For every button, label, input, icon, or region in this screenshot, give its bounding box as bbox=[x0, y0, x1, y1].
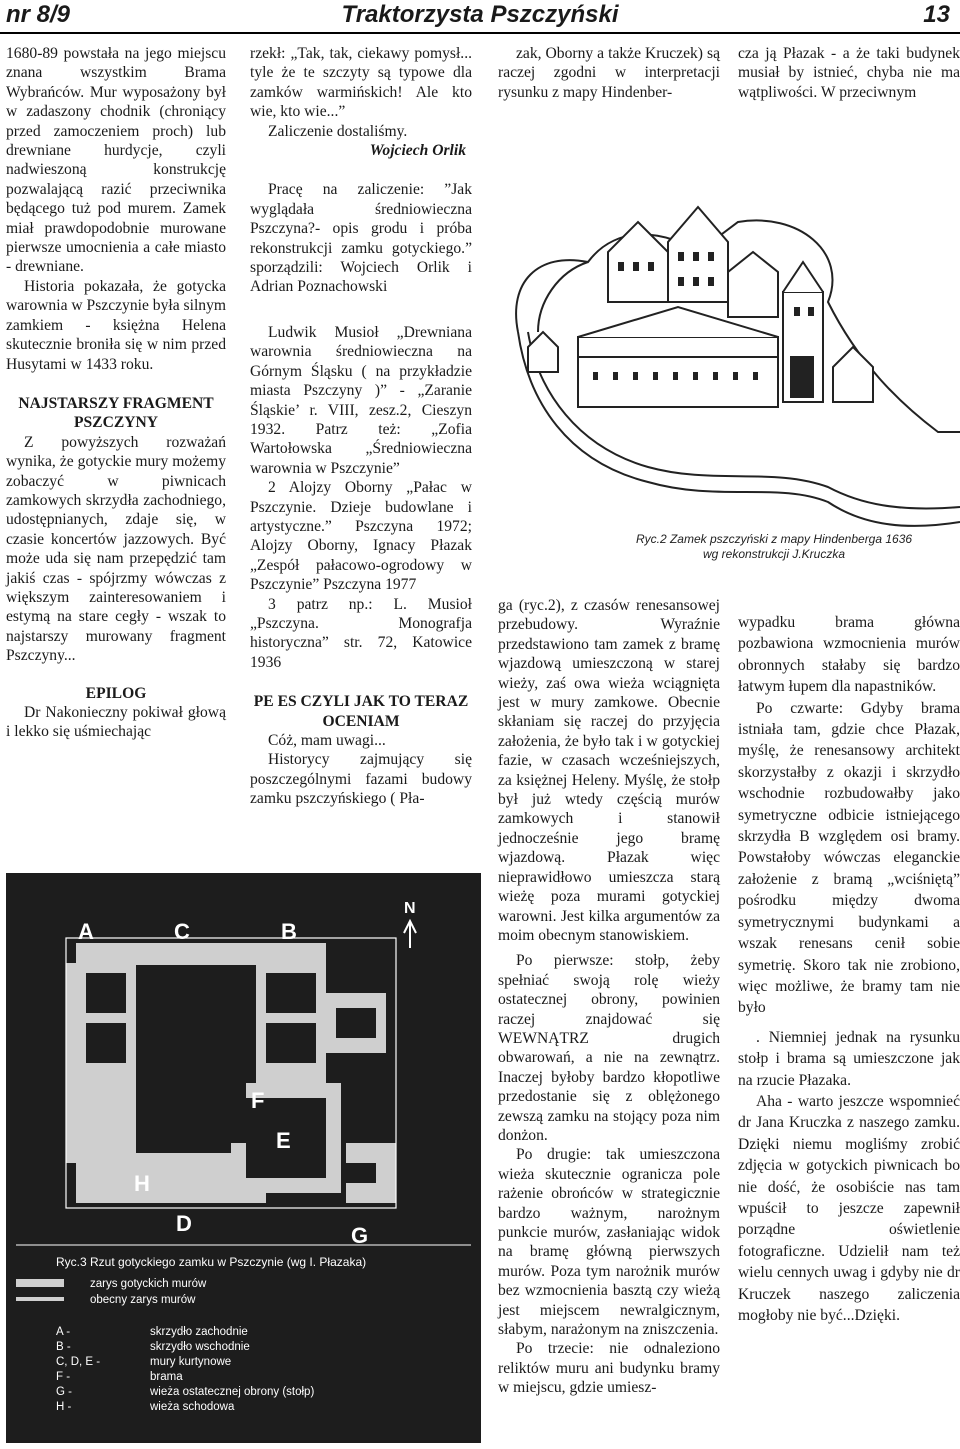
plan-label-a: A bbox=[78, 919, 94, 944]
legend-value: skrzydło wschodnie bbox=[150, 1341, 250, 1353]
plan-label-e: E bbox=[276, 1128, 291, 1153]
column-4 bbox=[738, 612, 960, 1326]
legend-value: mury kurtynowe bbox=[150, 1356, 232, 1368]
figure2-caption-line: wg rekonstrukcji J.Kruczka bbox=[702, 547, 846, 561]
col1-paragraph: Historia pokazała, że gotycka warownia w Pszczynie była silnym zamkiem - księżna Helena skutecznie broniła się w nim przed Husytami w 1433 roku. bbox=[6, 277, 226, 373]
legend-key: G - bbox=[56, 1386, 72, 1398]
column-3-top bbox=[498, 44, 720, 102]
legend-line: obecny zarys murów bbox=[90, 1294, 196, 1306]
col3-paragraph: Po trzecie: nie odnaleziono reliktów muru ani budynku bramy w miejscu, gdzie umiesz- bbox=[498, 1340, 720, 1397]
newspaper-title: Traktorzysta Pszczyński bbox=[341, 1, 619, 28]
plan-label-c: C bbox=[174, 919, 190, 944]
col3-paragraph: zak, Oborny a także Kruczek) są raczej zgodni w interpretacji rysunku z mapy Hindenber- bbox=[498, 45, 720, 101]
legend-key: A - bbox=[56, 1326, 71, 1338]
section-heading: NAJSTARSZY FRAGMENT PSZCZYNY bbox=[18, 394, 214, 432]
page-header bbox=[0, 0, 960, 34]
figure2-caption bbox=[588, 532, 960, 562]
col2-paragraph: Historycy zajmujący się poszczególnymi fazami budowy zamku pszczyńskiego ( Pła- bbox=[250, 751, 472, 808]
author-signature: Wojciech Orlik bbox=[369, 142, 466, 160]
legend-key: F - bbox=[56, 1371, 71, 1383]
figure2-caption-line: Ryc.2 Zamek pszczyński z mapy Hindenberga 1636 bbox=[635, 532, 913, 546]
column-4-top bbox=[738, 44, 960, 102]
col1-paragraph: 1680-89 powstała na jego miejscu znana wszystkim Brama Wybrańców. Mur wyposażony był w zadaszony chodnik (chroniący przed zamoczeniem proch) lub drewniane hurdycje, czyli nadwieszoną konstrukcję pozwalającą razić przeciwnika będącego tuż pod murem. Zamek miał prawdopodobnie murowane pierwsze umocnienia a całe miasto - drewniane. bbox=[6, 45, 226, 276]
col2-paragraph: Zaliczenie dostaliśmy. bbox=[268, 122, 408, 140]
footnote-2: 2 Alojzy Oborny „Pałac w Pszczynie. Dzieje budowlane i artystyczne.” Pszczyna 1972; Alojzy Oborny, Ignacy Płazak „Zespół pałacowo-ogrodowy w Pszczynie” Pszczyna 1977 bbox=[250, 479, 472, 594]
page-number: 13 bbox=[923, 1, 950, 28]
col2-paragraph: rzekł: „Tak, tak, ciekawy pomysł... tyle że te szczyty są typowe dla zamków warmińskich! Ale kto wie, kto wie...” bbox=[250, 45, 472, 121]
plan-label-h: H bbox=[134, 1171, 150, 1196]
footnote-3: 3 patrz np.: L. Musioł „Pszczyna. Monografja historyczna” str. 72, Katowice 1936 bbox=[250, 595, 472, 671]
plan-label-b: B bbox=[281, 919, 297, 944]
col2-paragraph: Cóż, mam uwagi... bbox=[268, 732, 386, 749]
north-label: N bbox=[404, 900, 416, 917]
col4-paragraph: wypadku brama główna pozbawiona wzmocnienia murów obronnych stałaby się bardzo łatwym łupem dla napastników. bbox=[738, 614, 960, 696]
col2-paragraph: Pracę na zaliczenie: ”Jak wyglądała średniowieczna Pszczyna?- opis grodu i próba rekonstrukcji zamku gotyckiego.” sporządzili: Wojciech Orlik i Adrian Poznachowski bbox=[250, 181, 472, 296]
col4-paragraph: Po czwarte: Gdyby brama istniała tam, gdzie chce Płazak, myślę, że renesansowy architekt skorzystałby z okazji i skrzydło wschodnie rozbudowałby jako symetryczne odbicie istniejącego skrzydła B względem osi bramy. Powstałoby wówczas eleganckie założenie z bramą „wciśniętą” pośrodku między dwoma symetrycznymi budynkami a wszak renesans cenił sobie symetrię. Skoro tak nie zrobiono, więc możliwe, że bramy tam nie było bbox=[738, 699, 960, 1017]
legend-line: zarys gotyckich murów bbox=[90, 1278, 207, 1290]
legend-key: C, D, E - bbox=[56, 1356, 101, 1368]
plan-label-d: D bbox=[176, 1211, 192, 1236]
col1-paragraph: Z powyższych rozważań wynika, że gotyckie mury możemy zobaczyć w piwnicach zamkowych skrzydła zachodniego, udostępnianych, zdaje się, w czasie koncertów jazzowych. Być może uda się nam przepędzić tam jakiś czas - spójrzmy wówczas z większym zainteresowaniem i estymą na stare cegły - wszak to najstarszy murowany fragment Pszczyny... bbox=[6, 433, 226, 665]
legend-key: B - bbox=[56, 1341, 71, 1353]
legend-value: wieża ostatecznej obrony (stołp) bbox=[150, 1386, 315, 1398]
plan-label-f: F bbox=[251, 1088, 265, 1113]
col4-paragraph: . Niemniej jednak na rysunku stołp i brama są umieszczone jak na rzucie Płazaka. bbox=[738, 1028, 960, 1089]
legend-value: wieża schodowa bbox=[150, 1401, 235, 1413]
section-heading: PE ES CZYLI JAK TO TERAZ OCENIAM bbox=[253, 693, 469, 730]
legend-value: brama bbox=[150, 1371, 183, 1383]
plan-label-g: G bbox=[351, 1223, 369, 1248]
column-1 bbox=[6, 44, 226, 742]
footnote-1: Ludwik Musioł „Drewniana warownia średniowieczna na Górnym Śląsku ( na przykładzie miasta Pszczyny )” - „Zaranie Śląskie’ r. VIII, zesz.2, Cieszyn 1932. Patrz też: „Zofia Wartołowska „Średniowieczna warownia w Pszczynie” bbox=[250, 323, 472, 477]
legend-key: H - bbox=[56, 1401, 72, 1413]
castle-drawing-figure bbox=[498, 102, 960, 582]
col4-paragraph: Aha - warto jeszcze wspomnieć dr Jana Kruczka z naszego zamku. Dzięki niemu mogliśmy zrobić zdjęcia w gotyckich piwnicach bo nie dość, że osobiście nas tam wpuścił to jeszcze zapewnił porządne oświetlenie fotograficzne. Udzielił nam też wielu cennych uwag i gdyby nie dr Kruczek naszego zaliczenia mogłoby nie być...Dzięki. bbox=[738, 1092, 960, 1324]
col3-paragraph: Po pierwsze: stołp, żeby spełniać swoją rolę wieży ostatecznej obrony, powinien raczej znajdować się WEWNĄTRZ drugich obwarowań, a nie na zewnątrz. Inaczej byłoby bardzo kłopotliwe przedostanie się z oblężonego zewszą zamku na stojący poza nim donżon. bbox=[498, 952, 720, 1144]
col4-paragraph: cza ją Płazak - a że taki budynek musiał by istnieć, chyba nie ma wątpliwości. W przeciwnym bbox=[738, 45, 960, 101]
castle-plan bbox=[6, 873, 481, 1443]
figure3-caption: Ryc.3 Rzut gotyckiego zamku w Pszczynie (wg I. Płazaka) bbox=[56, 1255, 367, 1269]
col1-paragraph: Dr Nakonieczny pokiwał głową i lekko się uśmiechając bbox=[6, 704, 226, 741]
legend-value: skrzydło zachodnie bbox=[150, 1326, 248, 1338]
section-heading: EPILOG bbox=[85, 684, 147, 702]
col3-paragraph: Po drugie: tak umieszczona wieża skutecznie ogranicza pole rażenie obrońców w strategicznie bardzo ważnym, narożnym punkcie murów, zasłaniając widok na bramę główną pierwszych murów. Poza tym narożnik murów bez wzmocnienia basztą czy wieżą jest miejscem newralgicznym, słabym, narażonym na zniszczenia. bbox=[498, 1146, 720, 1339]
issue-number: nr 8/9 bbox=[6, 1, 71, 28]
castle-drawing bbox=[498, 102, 960, 582]
col3-paragraph: ga (ryc.2), z czasów renesansowej przebudowy. Wyraźnie przedstawiono tam zamek z bramę wjazdową umieszczoną w starej wieży, zaś owa wieża wciągnięta jest w mury zamkowe. Obecnie skłaniam się raczej do przyjęcia założenia, że było tak i w gotyckiej fazie, w czasach wcześniejszych, za księżnej Heleny. Myślę, że stołp był już wtedy częścią murów zamkowych i stanowił jednocześnie jego bramę wjazdową. Płazak więc nieprawidłowo umieszcza starą wieżę poza murami gotyckiej warowni. Jest kilka argumentów za moim obecnym stanowiskiem. bbox=[498, 597, 720, 944]
column-3 bbox=[498, 596, 720, 1398]
castle-plan-figure bbox=[6, 873, 481, 1443]
column-2 bbox=[250, 44, 472, 809]
